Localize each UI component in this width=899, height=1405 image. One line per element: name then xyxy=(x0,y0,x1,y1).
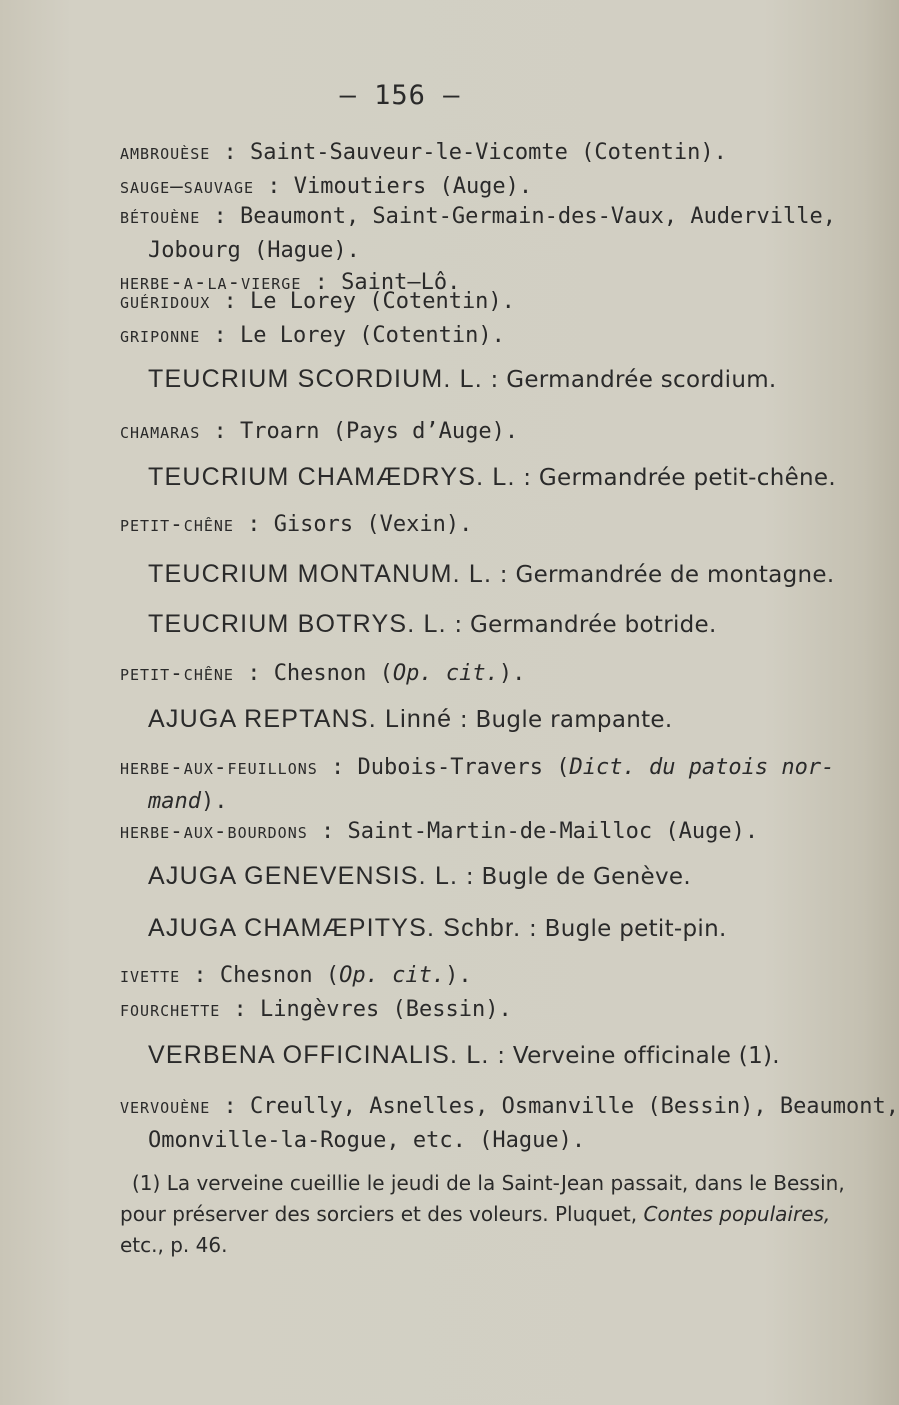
common-name: : Bugle de Genève. xyxy=(458,864,691,890)
citation-close: ). xyxy=(200,789,228,814)
citation-close: ). xyxy=(445,963,472,988)
entry-betouene xyxy=(120,199,837,268)
entry-vervouene xyxy=(120,1089,899,1158)
latin-name: AJUGA CHAMÆPITYS. Schbr. xyxy=(148,914,522,942)
dialect-term: ivette xyxy=(120,963,181,987)
footnote-text: pour préserver des sorciers et des voleurs. Pluquet, xyxy=(120,1202,644,1226)
footnote xyxy=(120,1168,845,1261)
common-name: : Verveine officinale (1). xyxy=(489,1043,780,1069)
citation-close: ). xyxy=(498,661,526,686)
dialect-term: herbe-a-la-vierge xyxy=(120,270,302,294)
entry-ivette xyxy=(120,958,780,993)
footnote-line: (1) La verveine cueillie le jeudi de la Saint-Jean passait, dans le Bessin, xyxy=(132,1171,845,1195)
entry-herbe-aux-bourdons xyxy=(120,814,780,849)
citation-italic: Dict. du patois nor- xyxy=(569,755,835,780)
latin-name: TEUCRIUM MONTANUM. L. xyxy=(148,560,493,588)
dialect-term: chamaras xyxy=(120,419,201,443)
latin-name: VERBENA OFFICINALIS. L. xyxy=(148,1041,490,1069)
entry-location: : Chesnon ( xyxy=(180,963,340,988)
species-heading xyxy=(148,607,788,642)
entry-location: : Le Lorey (Cotentin). xyxy=(200,323,505,348)
page-number: — 156 — xyxy=(339,80,461,111)
dialect-term: herbe-aux-feuillons xyxy=(120,755,318,779)
entry-location: : Chesnon ( xyxy=(233,661,393,686)
citation-italic: Op. cit. xyxy=(392,661,499,686)
footnote-line: etc., p. 46. xyxy=(120,1233,228,1257)
dialect-term: bétouène xyxy=(120,204,201,228)
common-name: : Germandrée scordium. xyxy=(482,367,777,393)
entry-location: : Saint-Martin-de-Mailloc (Auge). xyxy=(307,819,759,844)
dialect-term: ambrouèse xyxy=(120,140,211,164)
entry-location: : Vimoutiers (Auge). xyxy=(254,174,533,199)
footnote-citation: Contes populaires, xyxy=(643,1202,831,1226)
entry-location: : Troarn (Pays d’Auge). xyxy=(200,419,519,444)
dialect-term: fourchette xyxy=(120,997,221,1021)
entry-location: : Lingèvres (Bessin). xyxy=(220,997,512,1022)
entry-location: : Dubois-Travers ( xyxy=(317,755,570,780)
species-heading xyxy=(148,702,788,737)
entry-herbe-aux-feuillons xyxy=(120,750,835,819)
entry-petit-chene-gisors xyxy=(120,507,780,542)
citation-italic: Op. cit. xyxy=(339,963,446,988)
species-heading xyxy=(148,557,835,592)
entry-location: : Gisors (Vexin). xyxy=(233,512,473,537)
species-heading xyxy=(148,1038,788,1073)
entry-location: : Saint–Lô. xyxy=(301,270,461,295)
dialect-term: petit-chêne xyxy=(120,661,234,685)
common-name: : Germandrée de montagne. xyxy=(492,562,835,588)
entry-gueridoux xyxy=(120,284,780,319)
entry-location: : Beaumont, Saint-Germain-des-Vaux, Auderville, xyxy=(200,204,837,229)
dialect-term: guéridoux xyxy=(120,289,211,313)
dialect-term: sauge–sauvage xyxy=(120,174,255,198)
entry-continuation: Jobourg (Hague). xyxy=(148,238,360,263)
entry-location: : Saint-Sauveur-le-Vicomte (Cotentin). xyxy=(210,140,727,165)
common-name: : Germandrée petit-chêne. xyxy=(515,465,836,491)
latin-name: AJUGA GENEVENSIS. L. xyxy=(148,862,459,890)
latin-name: TEUCRIUM BOTRYS. L. xyxy=(148,610,447,638)
species-heading xyxy=(148,460,836,495)
latin-name: TEUCRIUM CHAMÆDRYS. L. xyxy=(148,463,516,491)
dialect-term: petit-chêne xyxy=(120,512,234,536)
entry-location: : Creully, Asnelles, Osmanville (Bessin), Beaumont, xyxy=(210,1094,899,1119)
citation-italic: mand xyxy=(148,789,201,814)
latin-name: TEUCRIUM SCORDIUM. L. xyxy=(148,365,483,393)
species-heading xyxy=(148,859,788,894)
common-name: : Germandrée botride. xyxy=(446,612,717,638)
common-name: : Bugle petit-pin. xyxy=(521,916,727,942)
common-name: : Bugle rampante. xyxy=(452,707,673,733)
dialect-term: vervouène xyxy=(120,1094,211,1118)
entry-location: : Le Lorey (Cotentin). xyxy=(210,289,515,314)
species-heading xyxy=(148,911,788,946)
entry-ambrouese xyxy=(120,135,780,170)
entry-chamaras xyxy=(120,414,780,449)
species-heading xyxy=(148,362,788,397)
dialect-term: herbe-aux-bourdons xyxy=(120,819,308,843)
dialect-term: griponne xyxy=(120,323,201,347)
footnote-line xyxy=(120,1199,831,1230)
entry-fourchette xyxy=(120,992,780,1027)
latin-name: AJUGA REPTANS. Linné xyxy=(148,705,453,733)
entry-continuation: Omonville-la-Rogue, etc. (Hague). xyxy=(148,1128,586,1153)
entry-petit-chene-chesnon xyxy=(120,656,780,691)
entry-griponne xyxy=(120,318,780,353)
